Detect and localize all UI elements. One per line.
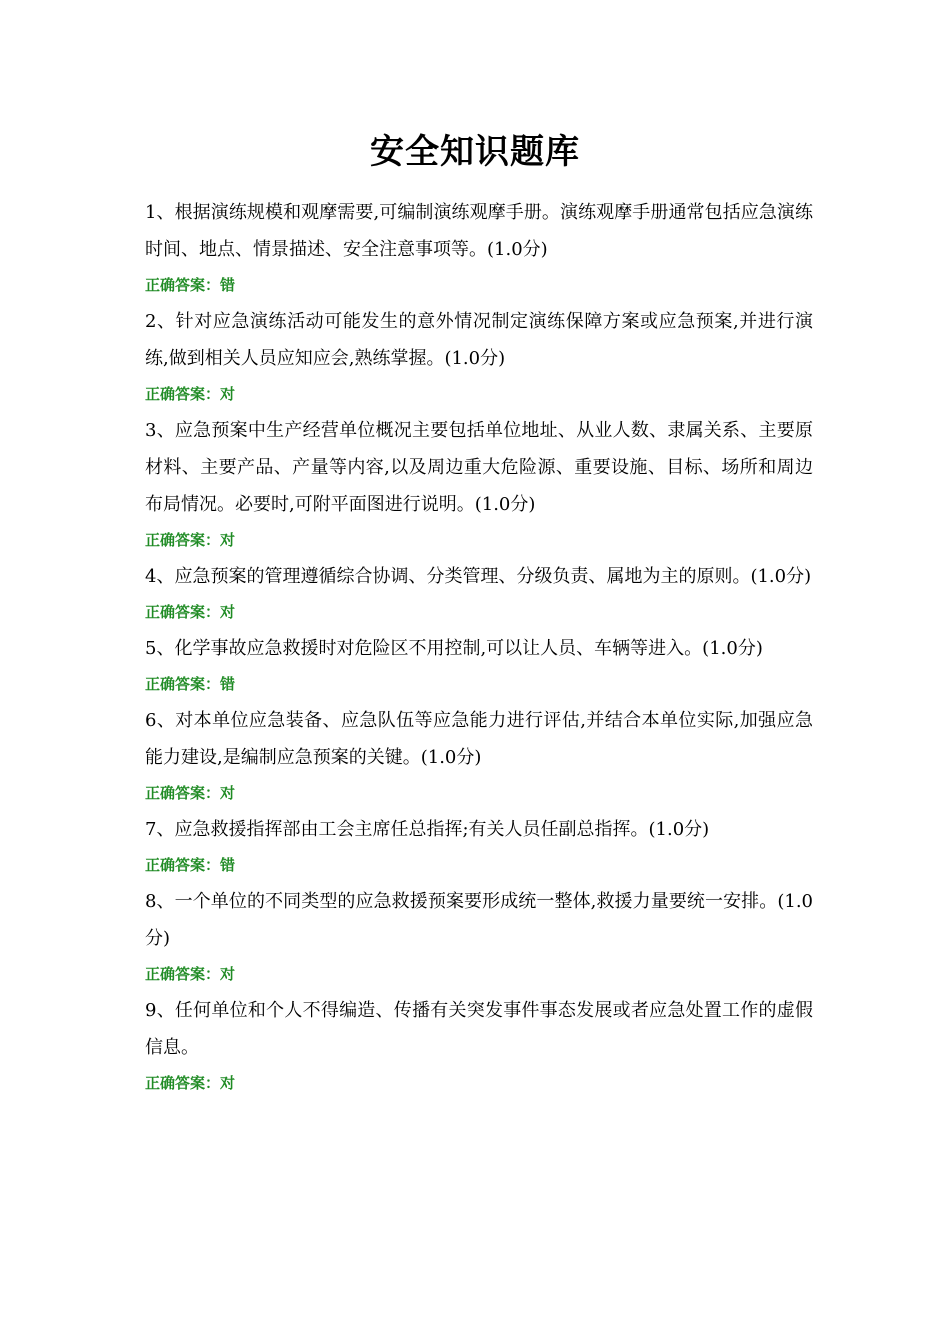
question-text: 1、根据演练规模和观摩需要,可编制演练观摩手册。演练观摩手册通常包括应急演练时间、地点、情景描述、安全注意事项等。(1.0分) [145, 202, 813, 260]
correct-answer: 正确答案：错 [145, 856, 236, 874]
question-item [145, 412, 813, 557]
correct-answer: 正确答案：错 [145, 276, 236, 294]
question-item [145, 303, 813, 411]
question-item [145, 630, 813, 701]
question-item [145, 702, 813, 810]
correct-answer: 正确答案：对 [145, 1074, 236, 1092]
question-item [145, 811, 813, 882]
document-title: 安全知识题库 [370, 132, 580, 172]
question-item [145, 194, 813, 302]
question-item [145, 992, 813, 1100]
correct-answer: 正确答案：对 [145, 603, 236, 621]
correct-answer: 正确答案：对 [145, 965, 236, 983]
correct-answer: 正确答案：错 [145, 675, 236, 693]
correct-answer: 正确答案：对 [145, 531, 236, 549]
question-text: 8、一个单位的不同类型的应急救援预案要形成统一整体,救援力量要统一安排。(1.0分) [145, 891, 813, 949]
correct-answer: 正确答案：对 [145, 784, 236, 802]
question-text: 2、针对应急演练活动可能发生的意外情况制定演练保障方案或应急预案,并进行演练,做到相关人员应知应会,熟练掌握。(1.0分) [145, 311, 813, 369]
question-list [145, 194, 813, 1101]
question-text: 6、对本单位应急装备、应急队伍等应急能力进行评估,并结合本单位实际,加强应急能力建设,是编制应急预案的关键。(1.0分) [145, 710, 813, 768]
question-text: 4、应急预案的管理遵循综合协调、分类管理、分级负责、属地为主的原则。(1.0分) [145, 566, 812, 587]
question-text: 5、化学事故应急救援时对危险区不用控制,可以让人员、车辆等进入。(1.0分) [145, 638, 763, 659]
question-item [145, 883, 813, 991]
question-item [145, 558, 813, 629]
question-text: 7、应急救援指挥部由工会主席任总指挥;有关人员任副总指挥。(1.0分) [145, 819, 710, 840]
question-text: 9、任何单位和个人不得编造、传播有关突发事件事态发展或者应急处置工作的虚假信息。 [145, 1000, 813, 1058]
correct-answer: 正确答案：对 [145, 385, 236, 403]
question-text: 3、应急预案中生产经营单位概况主要包括单位地址、从业人数、隶属关系、主要原材料、主要产品、产量等内容,以及周边重大危险源、重要设施、目标、场所和周边布局情况。必要时,可附平面图进行说明。(1.0分) [145, 420, 813, 515]
